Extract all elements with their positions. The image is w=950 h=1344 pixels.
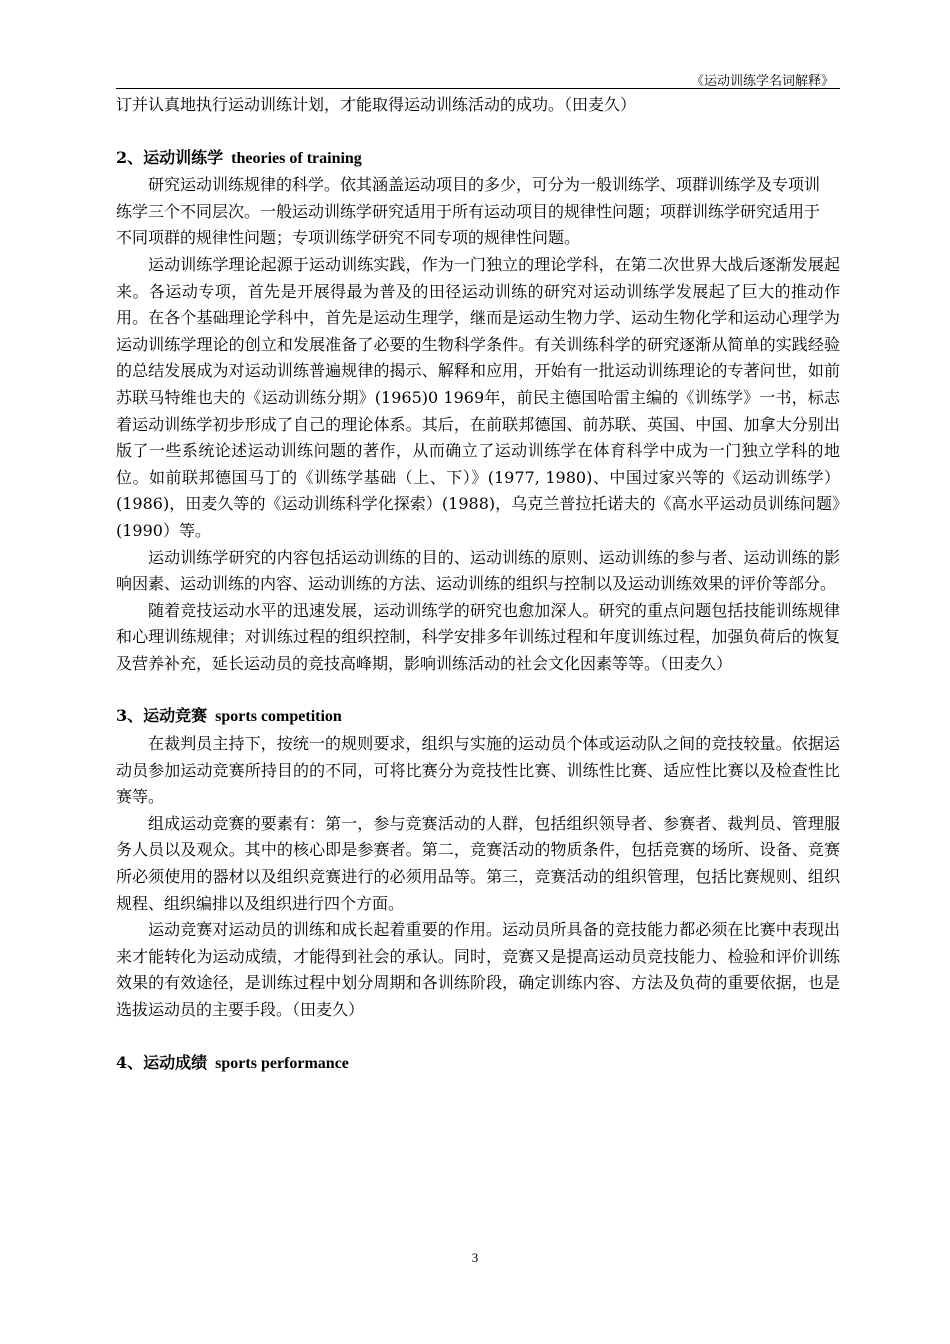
paragraph: 随着竞技运动水平的迅速发展，运动训练学的研究也愈加深人。研究的重点问题包括技能训练规律和心理训练规律；对训练过程的组织控制，科学安排多年训练过程和年度训练过程，加强负荷后的恢复及营养补充，延长运动员的竞技高峰期，影响训练活动的社会文化因素等等。（田麦久） [116, 600, 840, 673]
section-heading-3 [116, 703, 840, 731]
section-number: 4、 [116, 1052, 144, 1072]
paragraph: 运动训练学研究的内容包括运动训练的目的、运动训练的原则、运动训练的参与者、运动训练的影响因素、运动训练的内容、运动训练的方法、运动训练的组织与控制以及运动训练效果的评价等部分。 [116, 547, 840, 594]
section-title-cn: 运动竞赛 [143, 706, 208, 726]
running-header: 《运动训练学名词解释》 [690, 74, 834, 89]
header-rule [116, 88, 840, 89]
section-title-cn: 运动训练学 [143, 147, 224, 167]
section-heading-4 [116, 1050, 840, 1078]
paragraph: 运动训练学理论起源于运动训练实践，作为一门独立的理论学科，在第二次世界大战后逐渐发展起来。各运动专项，首先是开展得最为普及的田径运动训练的研究对运动训练学发展起了巨大的推动作用。在各个基础理论学科中，首先是运动生理学，继而是运动生物力学、运动生物化学和运动心理学为运动训练学理论的创立和发展准备了必要的生物科学条件。有关训练科学的研究逐渐从简单的实践经验的总结发展成为对运动训练普遍规律的揭示、解释和应用，开始有一批运动训练理论的专著问世，如前苏联马特维也夫的《运动训练分期》(1965)0 1969年，前民主德国哈雷主编的《训练学》一书，标志着运动训练学初步形成了自己的理论体系。其后，在前联邦德国、前苏联、英国、中国、加拿大分别出版了一些系统论述运动训练问题的著作，从而确立了运动训练学在体育科学中成为一门独立学科的地位。如前联邦德国马丁的《训练学基础（上、下）》(1977, 1980)、中国过家兴等的《运动训练学）(1986)，田麦久等的《运动训练科学化探索）(1988)，乌克兰普拉托诺夫的《高水平运动员训练问题》(1990）等。 [116, 254, 840, 540]
section-title-cn: 运动成绩 [143, 1052, 208, 1072]
paragraph: 组成运动竞赛的要素有：第一，参与竞赛活动的人群，包括组织领导者、参赛者、裁判员、管理服务人员以及观众。其中的核心即是参赛者。第二，竞赛活动的物质条件，包括竞赛的场所、设备、竞赛所必须使用的器材以及组织竞赛进行的必须用品等。第三，竞赛活动的组织管理，包括比赛规则、组织规程、组织编排以及组织进行四个方面。 [116, 813, 840, 913]
paragraph: 研究运动训练规律的科学。依其涵盖运动项目的多少，可分为一般训练学、项群训练学及专项训练学三个不同层次。一般运动训练学研究适用于所有运动项目的规律性问题；项群训练学研究适用于不同项群的规律性问题；专项训练学研究不同专项的规律性问题。 [116, 175, 821, 248]
section-title-en: sports competition [215, 708, 342, 726]
section-number: 3、 [116, 706, 144, 726]
section-title-en: theories of training [231, 149, 362, 167]
section-title-en: sports performance [215, 1054, 349, 1072]
section-number: 2、 [116, 147, 144, 167]
section-heading-2 [116, 145, 840, 173]
paragraph: 运动竞赛对运动员的训练和成长起着重要的作用。运动员所具备的竞技能力都必须在比赛中表现出来才能转化为运动成绩，才能得到社会的承认。同时，竞赛又是提高运动员竞技能力、检验和评价训练效果的有效途径，是训练过程中划分周期和各训练阶段，确定训练内容、方法及负荷的重要依据，也是选拔运动员的主要手段。（田麦久） [116, 920, 840, 1019]
continued-paragraph: 订并认真地执行运动训练计划，才能取得运动训练活动的成功。（田麦久） [116, 95, 637, 114]
page-content [116, 92, 840, 1077]
page-number: 3 [471, 1250, 479, 1265]
paragraph: 在裁判员主持下，按统一的规则要求，组织与实施的运动员个体或运动队之间的竞技较量。依据运动员参加运动竞赛所持目的的不同，可将比赛分为竞技性比赛、训练性比赛、适应性比赛以及检查性比赛等。 [116, 734, 840, 807]
